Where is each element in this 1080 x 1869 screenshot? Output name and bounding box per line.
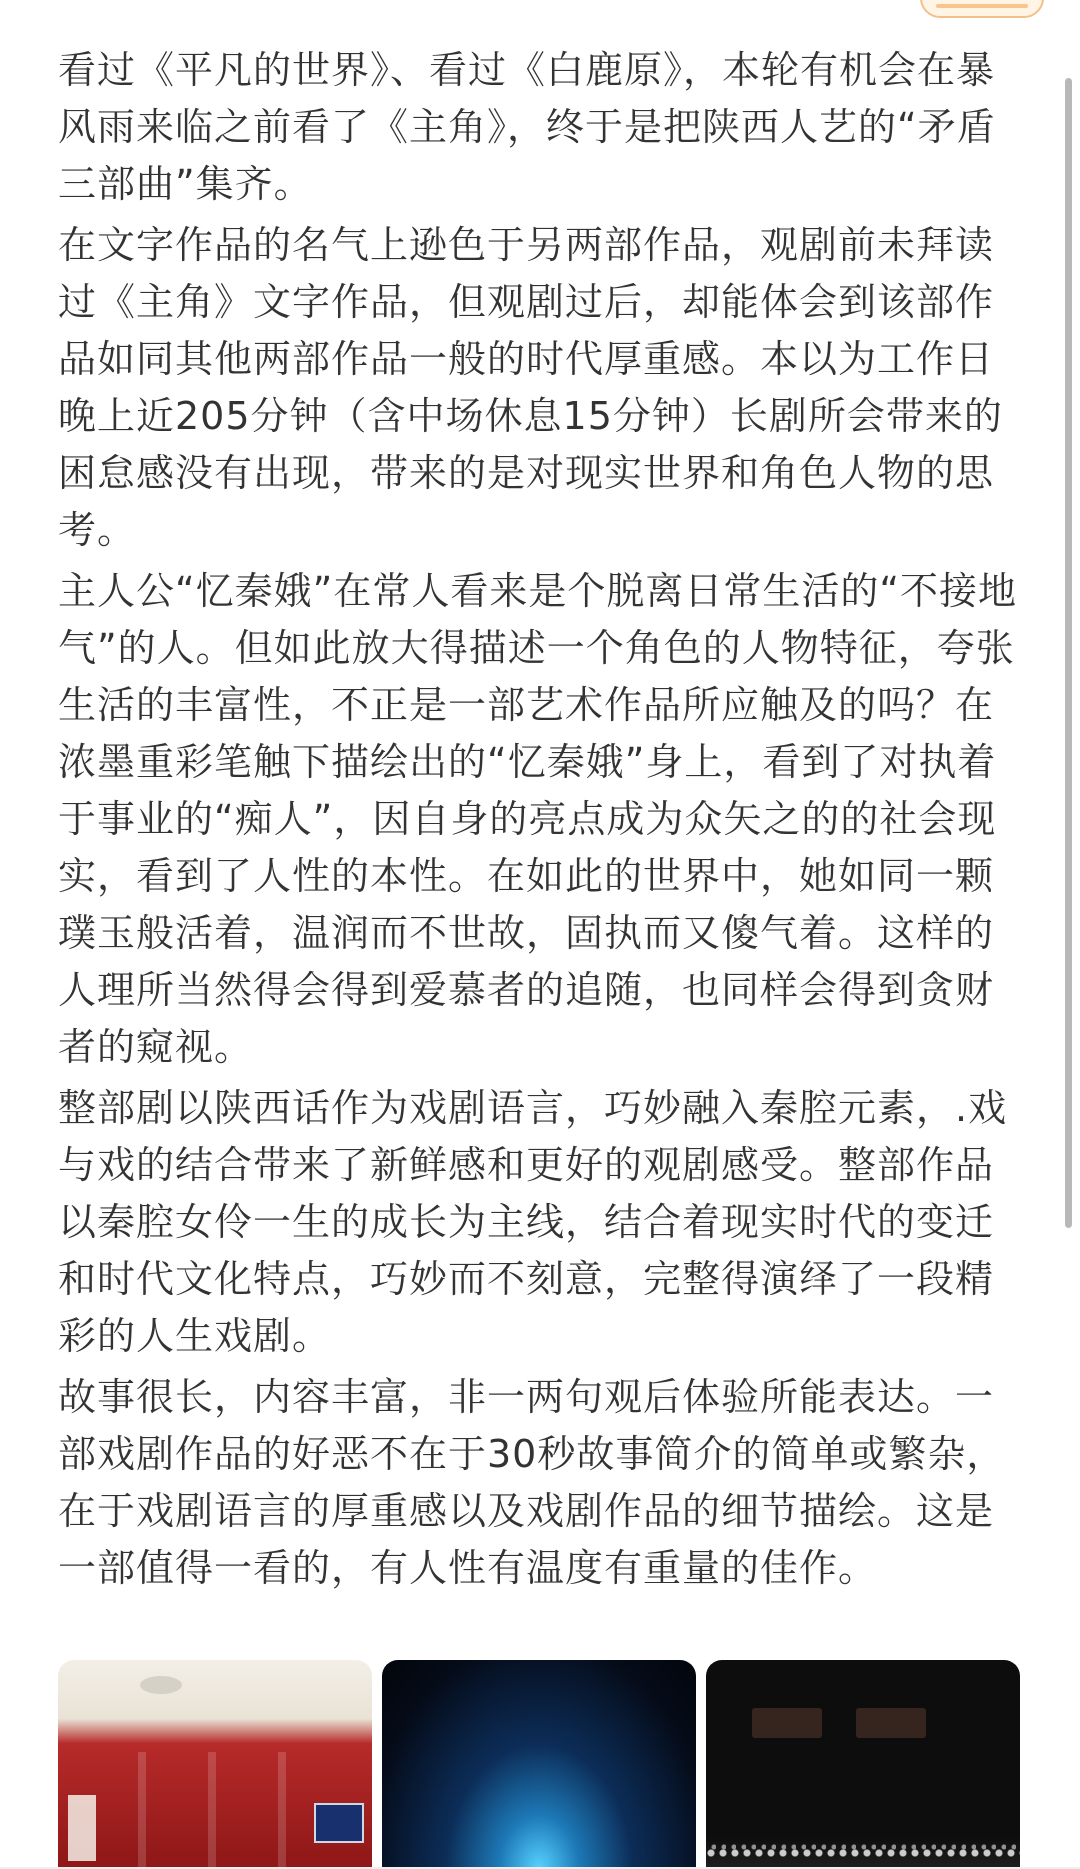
article-paragraph-4: 整部剧以陕西话作为戏剧语言，巧妙融入秦腔元素，.戏与戏的结合带来了新鲜感和更好的观剧感受。整部作品以秦腔女伶一生的成长为主线，结合着现实时代的变迁和时代文化特点，巧妙而不刻意，完整得演绎了一段精彩的人生戏剧。 [58,1086,1008,1358]
article-paragraph-2: 在文字作品的名气上逊色于另两部作品，观剧前未拜读过《主角》文字作品，但观剧过后，却能体会到该部作品如同其他两部作品一般的时代厚重感。本以为工作日晚上近205分钟（含中场休息15分钟）长剧所会带来的困怠感没有出现，带来的是对现实世界和角色人物的思考。 [58,223,1003,552]
red-curtain-stripe [138,1752,146,1869]
red-curtain-stripe [278,1752,286,1869]
ceiling-lamp-graphic [140,1676,182,1694]
gallery-image-theater-entrance[interactable] [58,1660,372,1869]
top-action-pill[interactable] [920,0,1044,18]
poster-graphic [68,1795,96,1861]
stage-set-graphic [752,1708,822,1738]
audience-graphic [706,1835,1020,1869]
article-paragraph-5: 故事很长，内容丰富，非一两句观后体验所能表达。一部戏剧作品的好恶不在于30秒故事简介的简单或繁杂，在于戏剧语言的厚重感以及戏剧作品的细节描绘。这是一部值得一看的，有人性有温度有重量的佳作。 [58,1375,1006,1590]
page-scrollbar[interactable] [1065,78,1072,1228]
image-gallery [58,1660,1020,1869]
red-curtain-stripe [208,1752,216,1869]
stage-set-graphic [856,1708,926,1738]
gallery-image-dark-stage[interactable] [706,1660,1020,1869]
article-paragraph-1: 看过《平凡的世界》、看过《白鹿原》，本轮有机会在暴风雨来临之前看了《主角》，终于是把陕西人艺的“矛盾三部曲”集齐。 [58,48,996,206]
article-content [58,42,1018,1601]
gallery-image-blue-stage[interactable] [382,1660,696,1869]
entrance-sign-graphic [314,1803,364,1843]
article-paragraph-3: 主人公“忆秦娥”在常人看来是个脱离日常生活的“不接地气”的人。但如此放大得描述一个角色的人物特征，夸张生活的丰富性，不正是一部艺术作品所应触及的吗？在浓墨重彩笔触下描绘出的“忆秦娥”身上，看到了对执着于事业的“痴人”，因自身的亮点成为众矢之的的社会现实，看到了人性的本性。在如此的世界中，她如同一颗璞玉般活着，温润而不世故，固执而又傻气着。这样的人理所当然得会得到爱慕者的追随，也同样会得到贪财者的窥视。 [58,569,1018,1069]
